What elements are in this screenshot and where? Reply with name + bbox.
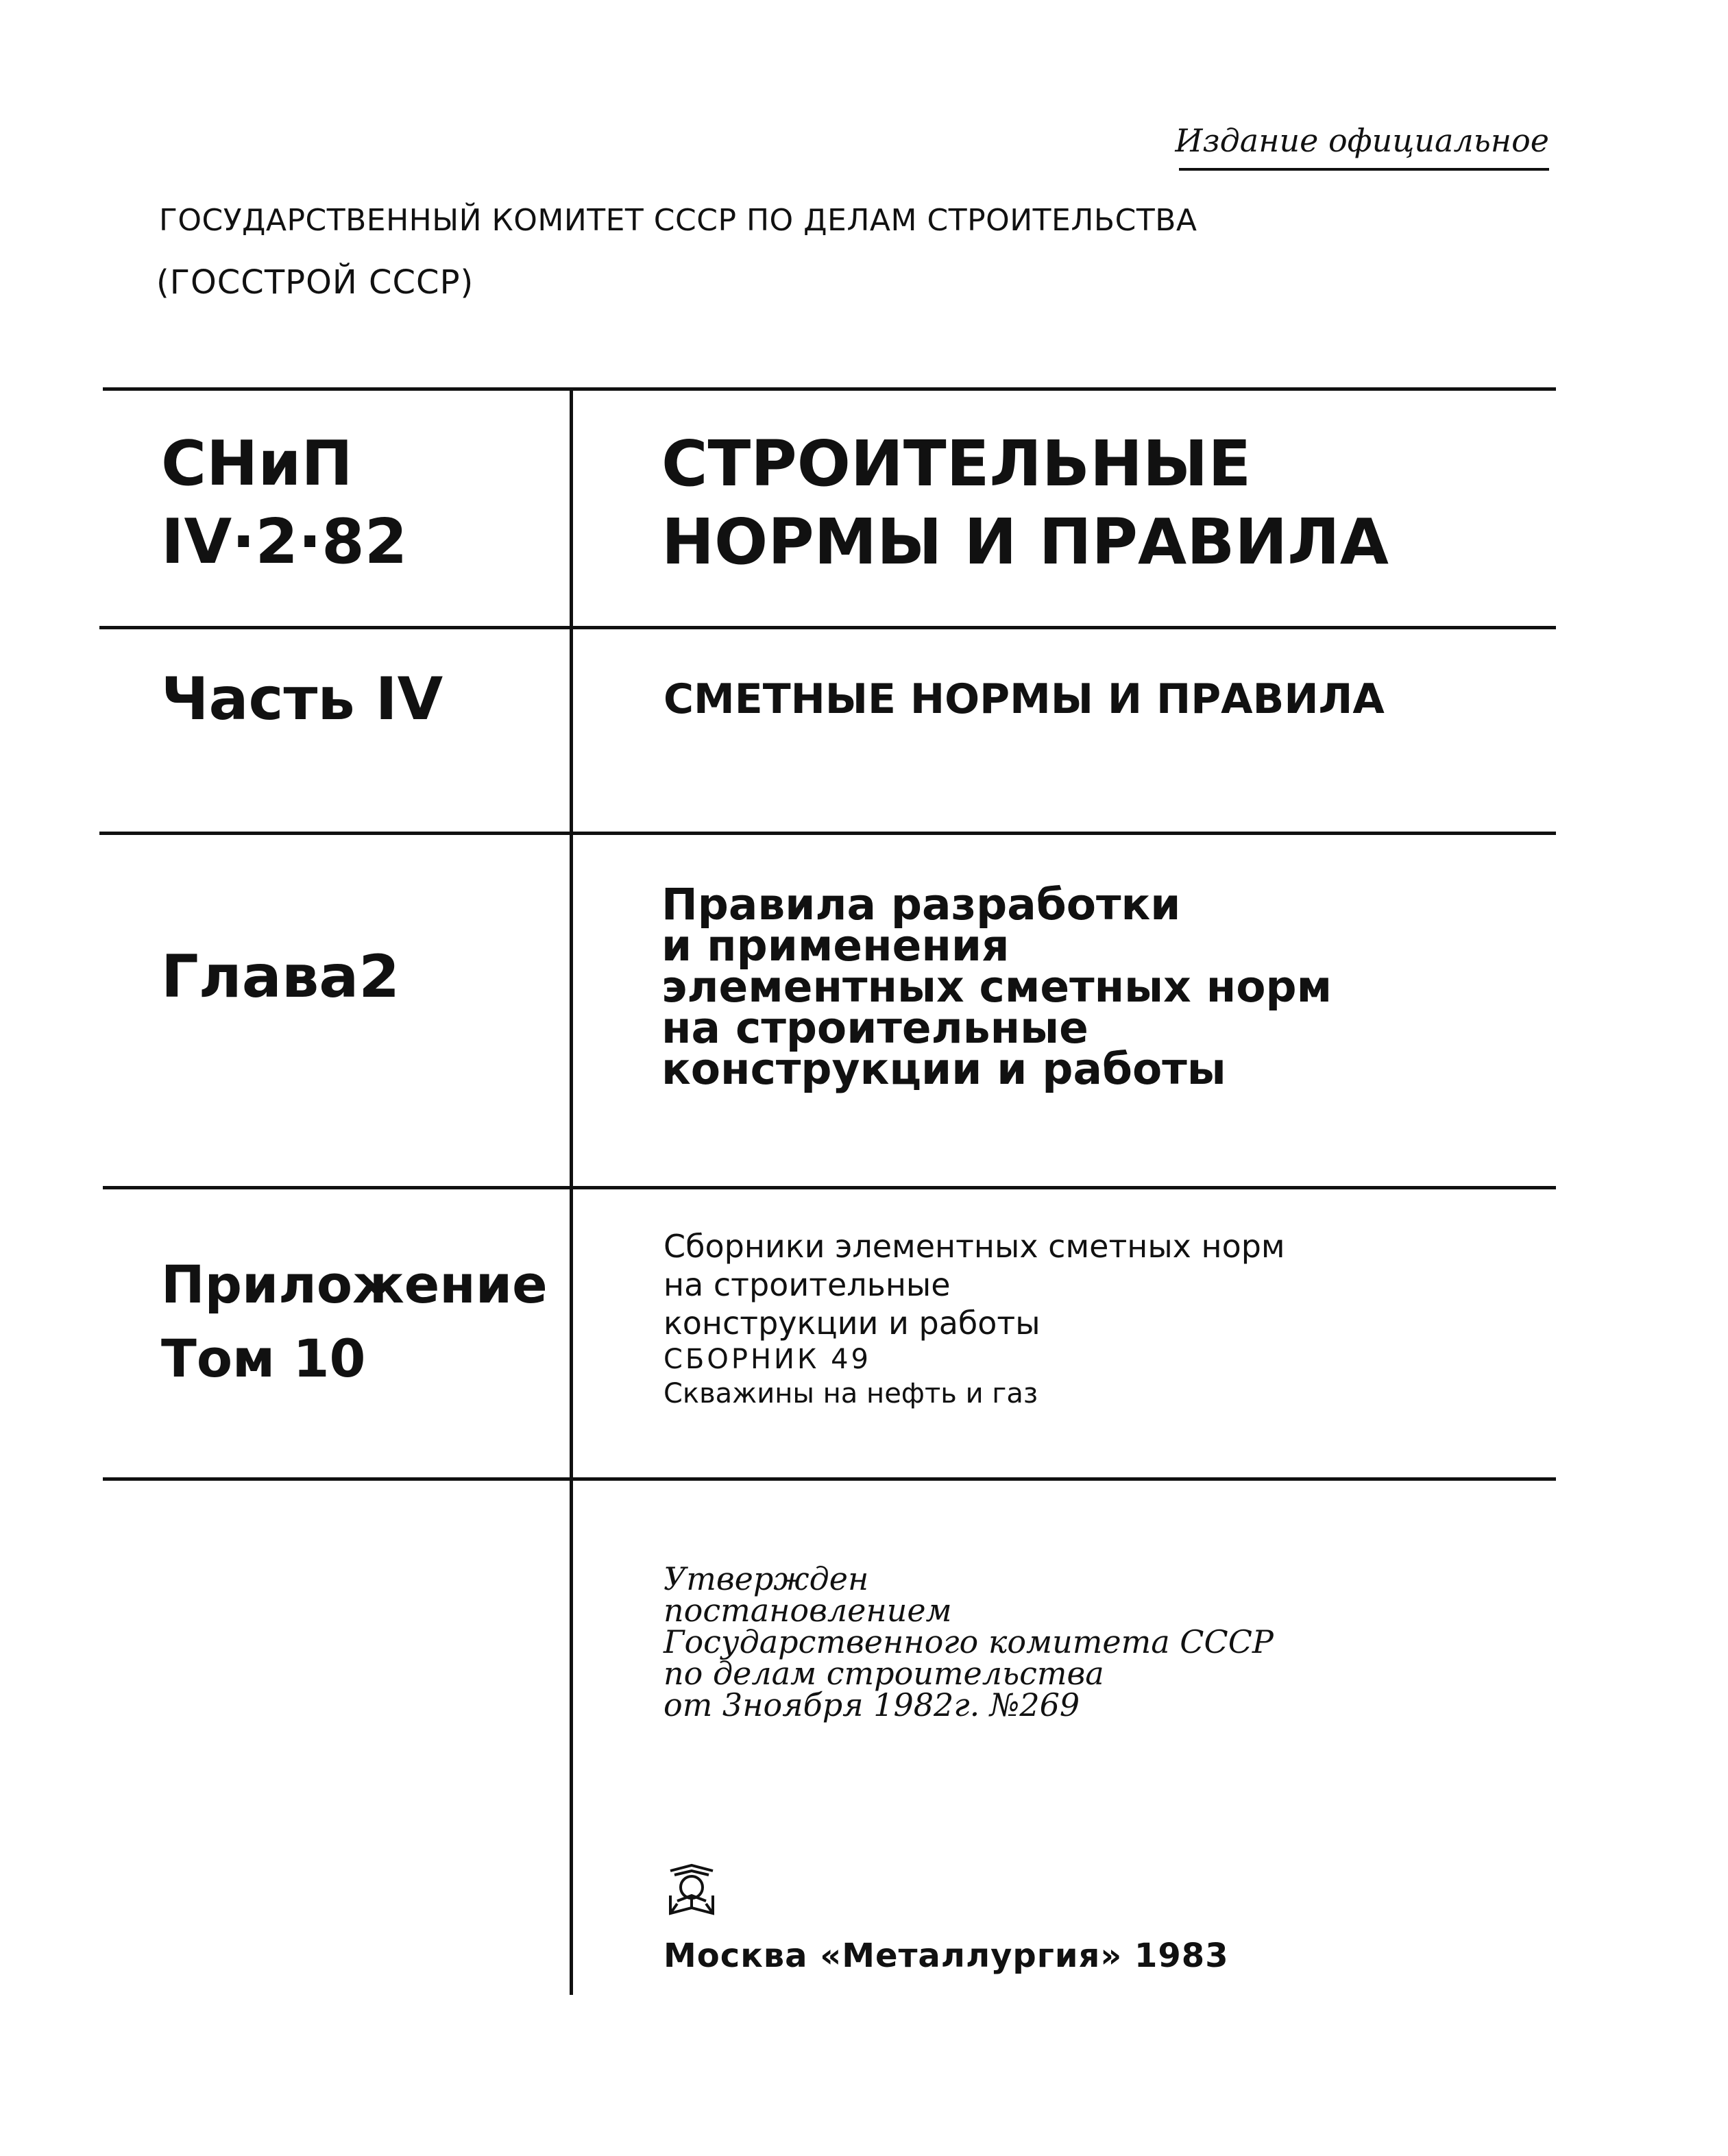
chapter-title-line: и применения: [661, 921, 1010, 971]
collection-description: [664, 1227, 1285, 1342]
committee-name: ГОСУДАРСТВЕННЫЙ КОМИТЕТ СССР ПО ДЕЛАМ СТРОИТЕЛЬСТВА: [159, 203, 1197, 238]
chapter-label: Глава2: [161, 943, 400, 1011]
collection-description-line: Сборники элементных сметных норм: [664, 1228, 1285, 1265]
chapter-title: [661, 880, 1332, 1094]
snip-title-line: СТРОИТЕЛЬНЫЕ: [661, 427, 1252, 500]
snip-code-line: IV·2·82: [161, 506, 408, 578]
approval-line: Государственного комитета СССР: [664, 1623, 1274, 1660]
snip-title-line: НОРМЫ И ПРАВИЛА: [661, 505, 1389, 579]
chapter-title-line: Правила разработки: [661, 880, 1181, 930]
approval-note: [664, 1560, 1274, 1723]
snip-code-line: СНиП: [161, 428, 353, 500]
collection-description-line: конструкции и работы: [664, 1305, 1041, 1342]
table-rule-2: [99, 832, 1556, 835]
collection-number: СБОРНИК 49: [664, 1344, 871, 1375]
table-rule-top: [103, 387, 1556, 391]
part-label: Часть IV: [161, 665, 443, 734]
collection-title: Скважины на нефть и газ: [664, 1378, 1038, 1409]
collection-description-line: на строительные: [664, 1266, 951, 1303]
volume-label-line: Том 10: [161, 1328, 366, 1389]
chapter-title-line: конструкции и работы: [661, 1044, 1226, 1094]
chapter-title-line: элементных сметных норм: [661, 962, 1332, 1012]
appendix-label-line: Приложение: [161, 1254, 548, 1315]
appendix-label: [161, 1248, 548, 1396]
snip-title: [661, 425, 1389, 581]
table-rule-3: [103, 1186, 1556, 1189]
chapter-title-line: на строительные: [661, 1003, 1088, 1053]
table-column-divider: [570, 387, 573, 1995]
publisher-imprint: Москва «Металлургия» 1983: [664, 1937, 1229, 1975]
publisher-book-logo-icon: [664, 1861, 720, 1917]
approval-line: постановлением: [664, 1592, 952, 1629]
committee-short-name: (ГОССТРОЙ СССР): [156, 263, 474, 302]
part-title: СМЕТНЫЕ НОРМЫ И ПРАВИЛА: [664, 675, 1385, 723]
edition-underline: [1179, 168, 1549, 171]
approval-line: Утвержден: [664, 1560, 869, 1597]
snip-code: [161, 425, 407, 581]
approval-line: от 3ноября 1982г. №269: [664, 1686, 1080, 1723]
approval-line: по делам строительства: [664, 1655, 1104, 1692]
edition-note: Издание официальное: [1175, 122, 1549, 159]
table-rule-1: [99, 626, 1556, 629]
table-rule-4: [103, 1477, 1556, 1481]
